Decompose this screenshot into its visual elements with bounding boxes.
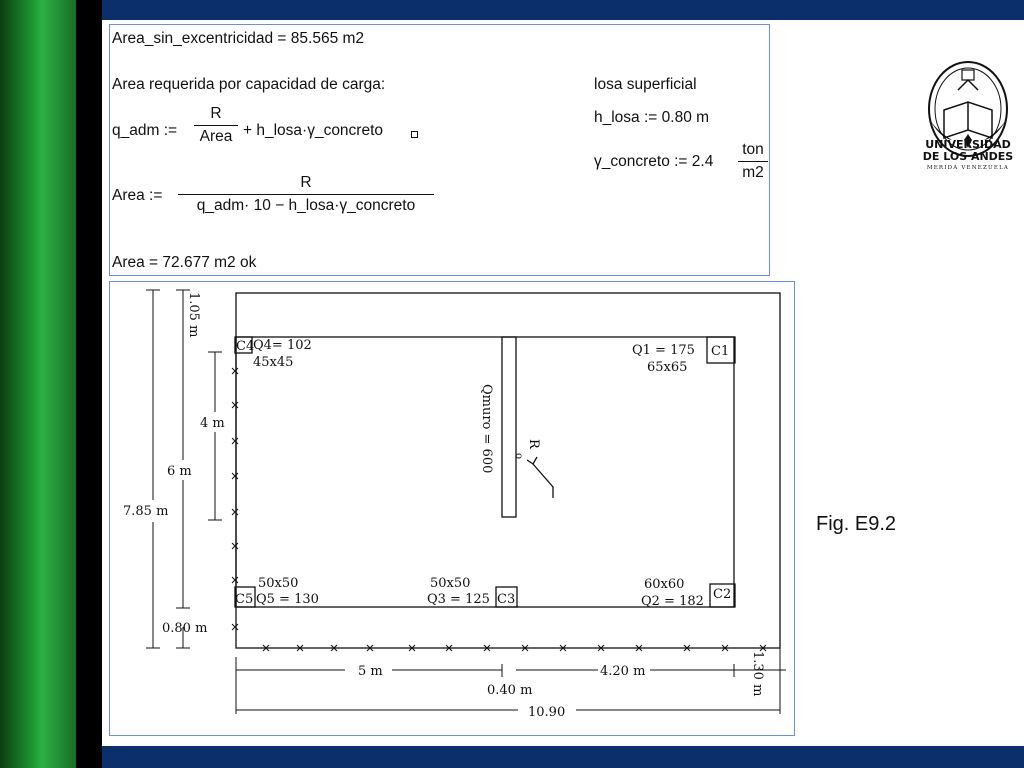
bottom-blue-band	[102, 746, 1024, 768]
q-adm-fraction	[194, 105, 238, 146]
formula-panel	[109, 24, 770, 276]
q-adm-denominator: Area	[199, 128, 233, 145]
q-adm-prefix: q_adm :=	[112, 122, 178, 139]
resultant-label: R	[526, 439, 541, 449]
c1-size-label: 65x65	[647, 360, 688, 375]
area-prefix: Area :=	[112, 187, 163, 204]
gamma-unit-denominator: m2	[742, 164, 764, 181]
resultant-subscript: o	[513, 453, 524, 460]
c3-size-label: 50x50	[430, 576, 471, 591]
dim-6-label: 6 m	[167, 464, 192, 479]
dim-1090-label: 10.90	[528, 705, 566, 720]
area-result: Area = 72.677 m2 ok	[112, 254, 257, 271]
q3-label: Q3 = 125	[427, 592, 490, 607]
wall-rect	[502, 337, 516, 517]
area-denominator: q_adm· 10 − h_losa·γ_concreto	[196, 197, 416, 214]
area-requerida-label: Area requerida por capacidad de carga:	[112, 76, 386, 93]
c3-label: C3	[497, 592, 516, 607]
q4-label: Q4= 102	[253, 338, 312, 353]
dim-785-label: 7.85 m	[123, 504, 169, 519]
dim-080-label: 0.80 m	[162, 621, 208, 636]
university-location: MERIDA VENEZUELA	[926, 165, 1010, 171]
left-green-band	[0, 0, 76, 768]
university-name	[920, 139, 1016, 163]
gamma-concreto-prefix: γ_concreto := 2.4	[594, 153, 714, 170]
university-name-line2: DE LOS ANDES	[922, 150, 1014, 163]
q-adm-suffix: + h_losa·γ_concreto	[243, 122, 384, 139]
foundation-plan-panel	[109, 281, 795, 736]
dim-5-label: 5 m	[358, 664, 383, 679]
qmuro-label: Qmuro = 600	[479, 384, 494, 474]
c2-label: C2	[713, 587, 732, 602]
dim-130-label: 1.30 m	[750, 651, 765, 697]
q2-label: Q2 = 182	[641, 594, 704, 609]
c1-label: C1	[711, 344, 730, 359]
resultant-arrowhead	[527, 457, 537, 464]
c2-size-label: 60x60	[644, 577, 685, 592]
gamma-unit-fraction	[738, 141, 768, 182]
area-fraction	[178, 174, 434, 215]
figure-caption: Fig. E9.2	[816, 513, 897, 535]
top-blue-band	[102, 0, 1024, 20]
dim-4-label: 4 m	[200, 416, 225, 431]
area-numerator: R	[300, 174, 312, 191]
gamma-unit-numerator: ton	[742, 141, 764, 158]
c4-size-label: 45x45	[253, 355, 294, 370]
foundation-plan-drawing	[110, 282, 794, 735]
dim-105-label: 1.05 m	[186, 292, 201, 338]
q1-label: Q1 = 175	[632, 343, 695, 358]
resultant-leader	[533, 464, 553, 498]
c5-label: C5	[235, 592, 254, 607]
h-losa-value: h_losa := 0.80 m	[594, 109, 710, 126]
area-sin-excentricidad: Area_sin_excentricidad = 85.565 m2	[112, 30, 365, 47]
q-adm-numerator: R	[210, 105, 222, 122]
c5-size-label: 50x50	[258, 576, 299, 591]
c4-label: C4	[236, 339, 255, 354]
dim-040-label: 0.40 m	[487, 683, 533, 698]
left-black-band	[76, 0, 102, 768]
dim-420-label: 4.20 m	[600, 664, 646, 679]
losa-superficial-label: losa superficial	[594, 76, 697, 93]
q5-label: Q5 = 130	[256, 592, 319, 607]
placeholder-box	[411, 131, 418, 138]
university-name-line1: UNIVERSIDAD	[925, 138, 1011, 151]
